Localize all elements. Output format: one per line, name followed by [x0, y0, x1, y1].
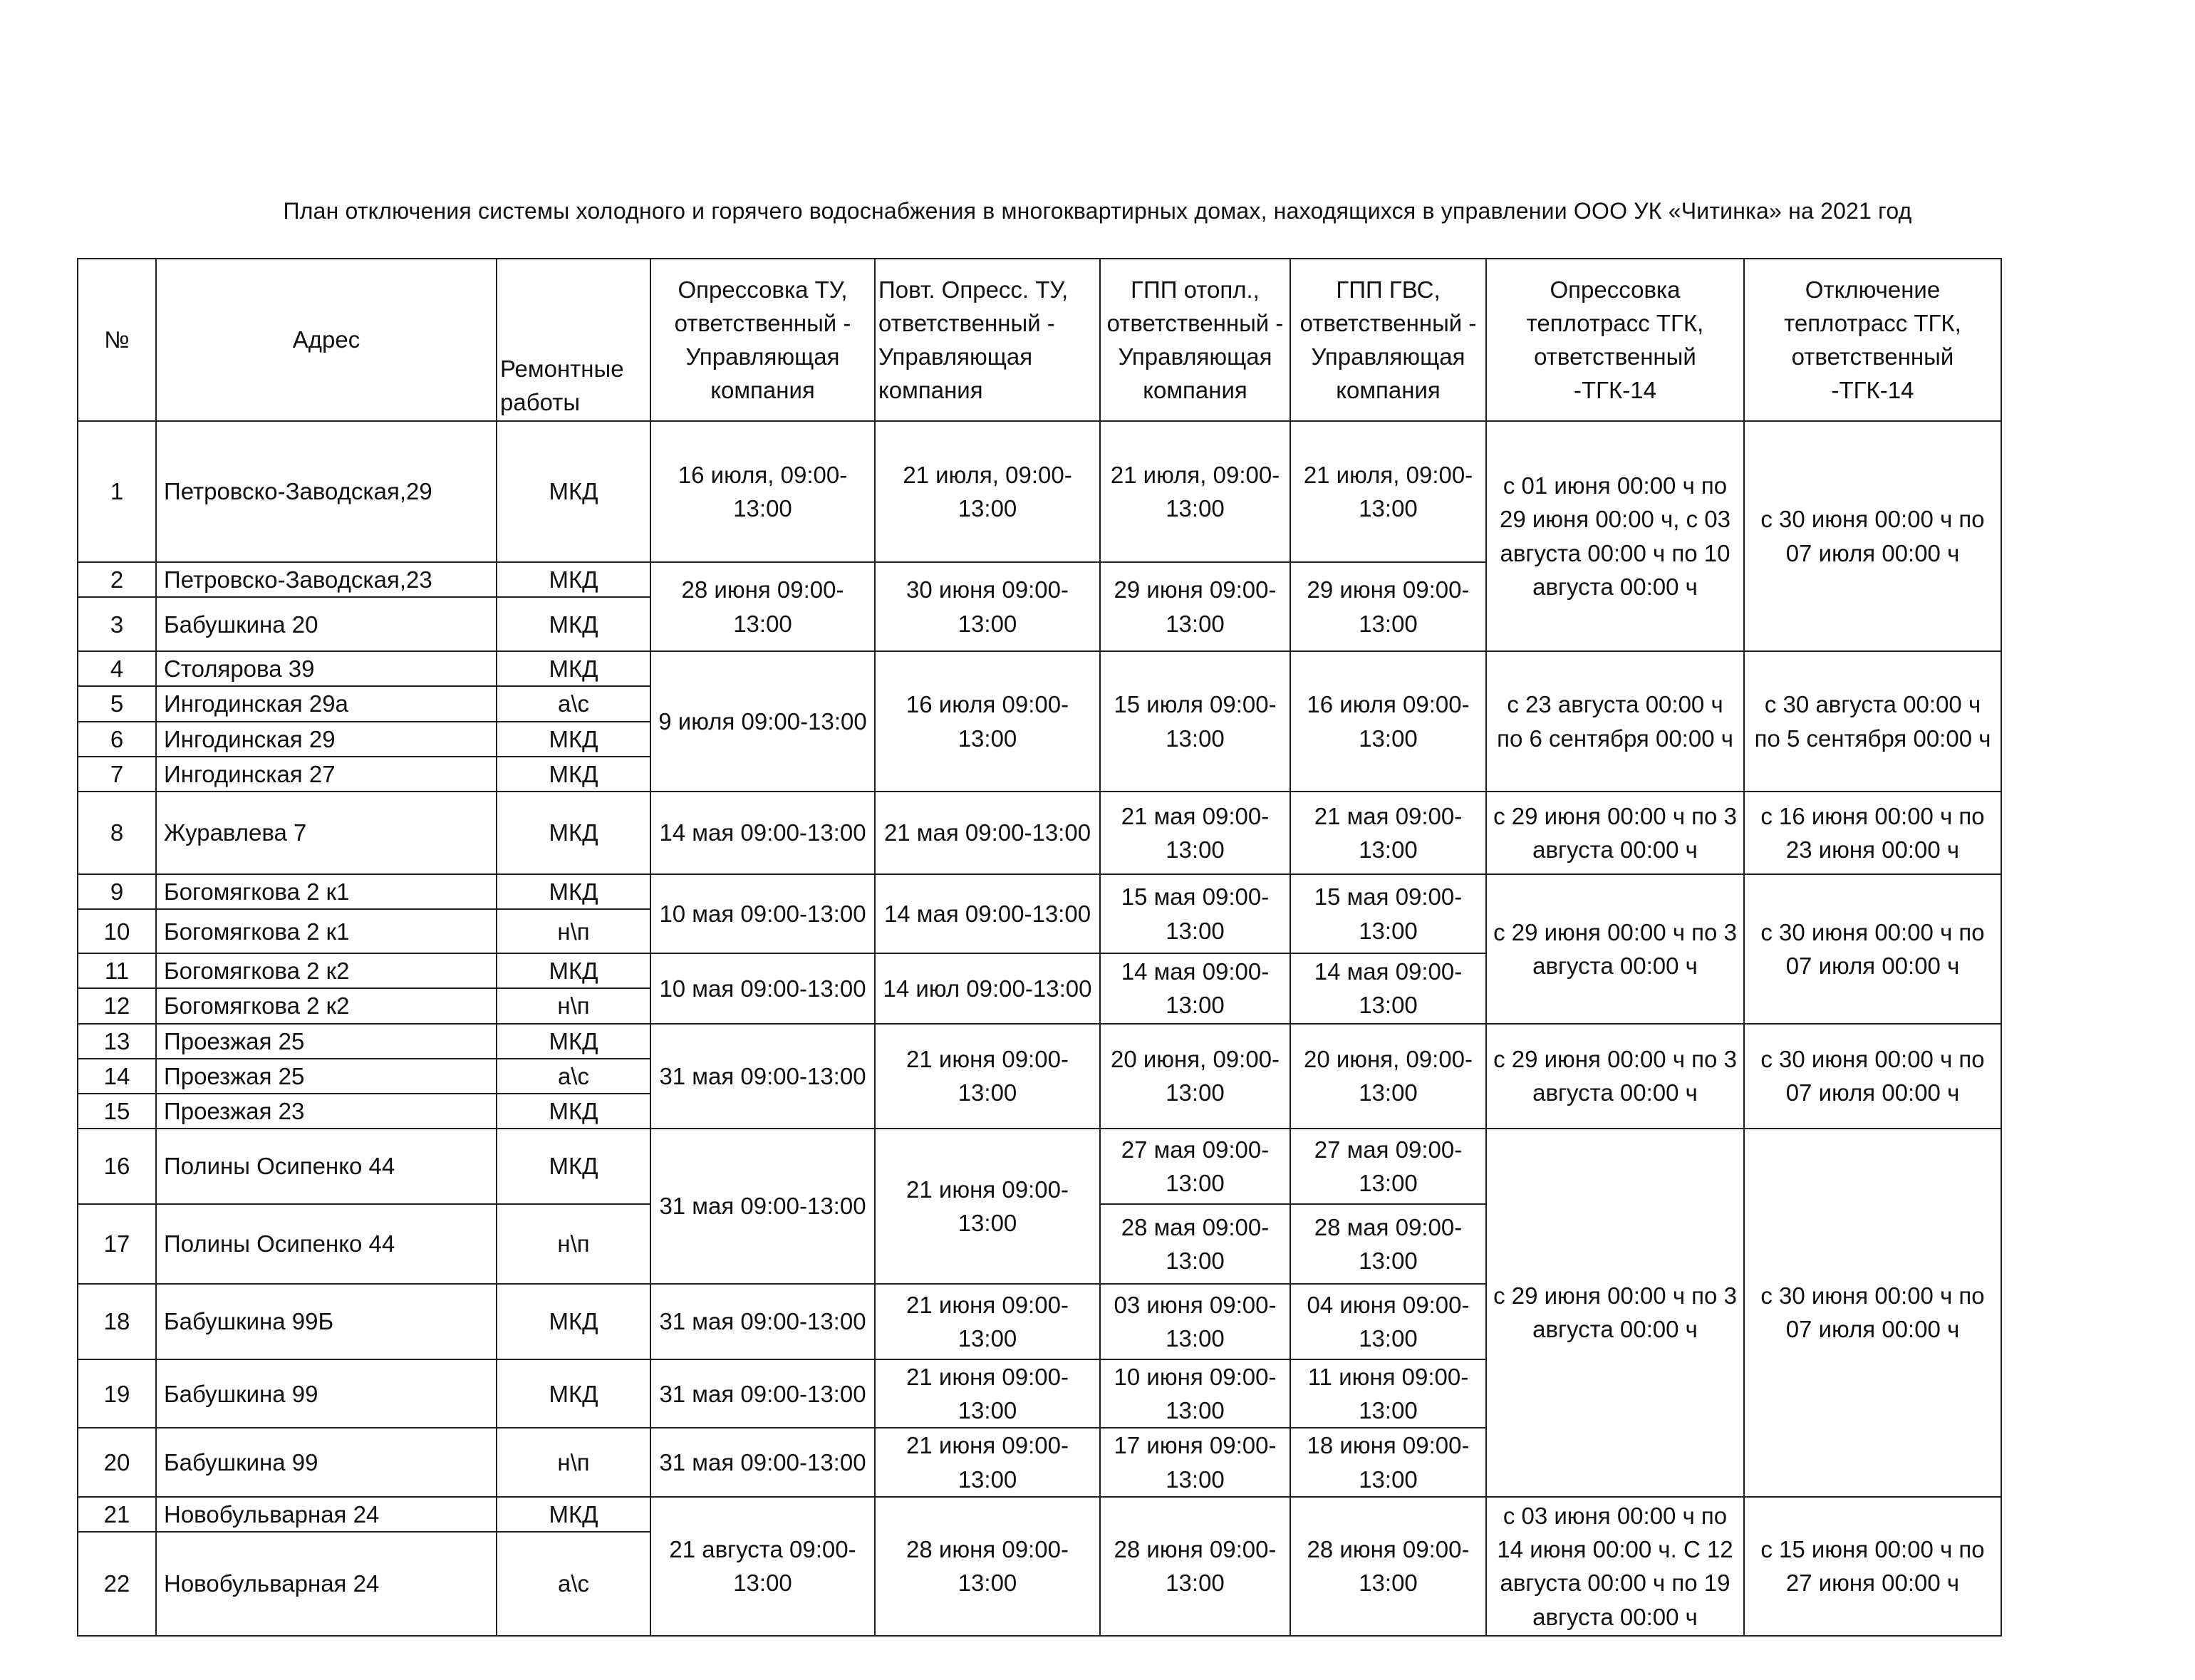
row-number: 15	[78, 1094, 156, 1129]
row-number: 17	[78, 1204, 156, 1284]
tgk-pressure-test-period: с 29 июня 00:00 ч по 3 августа 00:00 ч	[1486, 874, 1744, 1024]
pressure-test-date: 21 августа 09:00-13:00	[650, 1497, 875, 1636]
row-address: Петровско-Заводская,29	[156, 421, 497, 562]
pressure-test-date: 16 июля, 09:00-13:00	[650, 421, 875, 562]
gpp-hot-water-date: 29 июня 09:00-13:00	[1290, 562, 1486, 651]
tgk-pressure-test-period: с 29 июня 00:00 ч по 3 августа 00:00 ч	[1486, 792, 1744, 874]
row-work-type: МКД	[497, 1094, 650, 1129]
row-number: 14	[78, 1059, 156, 1094]
pressure-test-date: 31 мая 09:00-13:00	[650, 1024, 875, 1129]
table-row	[78, 1024, 2001, 1059]
pressure-test-date: 31 мая 09:00-13:00	[650, 1359, 875, 1428]
row-number: 4	[78, 651, 156, 686]
gpp-heating-date: 27 мая 09:00-13:00	[1100, 1129, 1290, 1204]
row-address: Полины Осипенко 44	[156, 1204, 497, 1284]
header-gpp-heating: ГПП отопл., ответственный - Управляющая компания	[1100, 259, 1290, 421]
tgk-shutdown-period: с 16 июня 00:00 ч по 23 июня 00:00 ч	[1744, 792, 2001, 874]
row-work-type: МКД	[497, 1284, 650, 1359]
row-address: Петровско-Заводская,23	[156, 562, 497, 597]
row-address: Журавлева 7	[156, 792, 497, 874]
gpp-hot-water-date: 15 мая 09:00-13:00	[1290, 874, 1486, 953]
tgk-shutdown-period: с 30 июня 00:00 ч по 07 июля 00:00 ч	[1744, 1129, 2001, 1497]
row-work-type: а\с	[497, 1532, 650, 1636]
page-title: План отключения системы холодного и горячего водоснабжения в многоквартирных домах, находящихся в управлении ООО УК «Читинка» на 2021 год	[283, 198, 1912, 224]
row-work-type: МКД	[497, 792, 650, 874]
row-address: Проезжая 25	[156, 1059, 497, 1094]
gpp-hot-water-date: 28 июня 09:00-13:00	[1290, 1497, 1486, 1636]
row-work-type: МКД	[497, 1359, 650, 1428]
pressure-test-date: 31 мая 09:00-13:00	[650, 1284, 875, 1359]
gpp-heating-date: 15 мая 09:00-13:00	[1100, 874, 1290, 953]
table-row	[78, 792, 2001, 874]
header-pressure-test: Опрессовка ТУ, ответственный - Управляющая компания	[650, 259, 875, 421]
row-address: Новобульварная 24	[156, 1497, 497, 1532]
row-number: 8	[78, 792, 156, 874]
gpp-heating-date: 10 июня 09:00-13:00	[1100, 1359, 1290, 1428]
gpp-hot-water-date: 20 июня, 09:00-13:00	[1290, 1024, 1486, 1129]
gpp-heating-date: 28 мая 09:00-13:00	[1100, 1204, 1290, 1284]
gpp-hot-water-date: 04 июня 09:00-13:00	[1290, 1284, 1486, 1359]
gpp-heating-date: 28 июня 09:00-13:00	[1100, 1497, 1290, 1636]
row-number: 21	[78, 1497, 156, 1532]
row-number: 12	[78, 988, 156, 1023]
row-address: Бабушкина 99	[156, 1428, 497, 1496]
row-address: Ингодинская 29а	[156, 686, 497, 721]
pressure-test-date: 31 мая 09:00-13:00	[650, 1428, 875, 1496]
row-address: Полины Осипенко 44	[156, 1129, 497, 1204]
row-work-type: а\с	[497, 1059, 650, 1094]
row-work-type: МКД	[497, 1024, 650, 1059]
row-work-type: МКД	[497, 757, 650, 792]
row-work-type: МКД	[497, 562, 650, 597]
row-number: 20	[78, 1428, 156, 1496]
pressure-test-date: 10 мая 09:00-13:00	[650, 953, 875, 1023]
header-row	[78, 259, 2001, 421]
row-work-type: н\п	[497, 988, 650, 1023]
table-row	[78, 874, 2001, 909]
pressure-test-date: 14 мая 09:00-13:00	[650, 792, 875, 874]
pressure-test-date: 28 июня 09:00-13:00	[650, 562, 875, 651]
gpp-heating-date: 03 июня 09:00-13:00	[1100, 1284, 1290, 1359]
tgk-pressure-test-period: с 29 июня 00:00 ч по 3 августа 00:00 ч	[1486, 1129, 1744, 1497]
gpp-hot-water-date: 14 мая 09:00-13:00	[1290, 953, 1486, 1023]
header-repair: Ремонтные работы	[497, 259, 650, 421]
gpp-heating-date: 29 июня 09:00-13:00	[1100, 562, 1290, 651]
header-gpp-hot-water: ГПП ГВС, ответственный - Управляющая компания	[1290, 259, 1486, 421]
tgk-shutdown-period: с 30 июня 00:00 ч по 07 июля 00:00 ч	[1744, 421, 2001, 651]
row-number: 22	[78, 1532, 156, 1636]
header-tgk-pressure-test: Опрессовка теплотрасс ТГК, ответственный -ТГК-14	[1486, 259, 1744, 421]
row-work-type: МКД	[497, 421, 650, 562]
tgk-pressure-test-period: с 01 июня 00:00 ч по 29 июня 00:00 ч, с 03 августа 00:00 ч по 10 августа 00:00 ч	[1486, 421, 1744, 651]
row-address: Богомягкова 2 к2	[156, 988, 497, 1023]
tgk-shutdown-period: с 30 июня 00:00 ч по 07 июля 00:00 ч	[1744, 1024, 2001, 1129]
row-address: Богомягкова 2 к1	[156, 874, 497, 909]
row-address: Проезжая 23	[156, 1094, 497, 1129]
table-row	[78, 1497, 2001, 1532]
row-number: 13	[78, 1024, 156, 1059]
repeat-pressure-test-date: 21 мая 09:00-13:00	[875, 792, 1100, 874]
tgk-pressure-test-period: с 29 июня 00:00 ч по 3 августа 00:00 ч	[1486, 1024, 1744, 1129]
header-num: №	[78, 259, 156, 421]
table-row	[78, 421, 2001, 562]
row-work-type: МКД	[497, 722, 650, 757]
row-number: 16	[78, 1129, 156, 1204]
gpp-heating-date: 20 июня, 09:00-13:00	[1100, 1024, 1290, 1129]
row-number: 10	[78, 909, 156, 953]
row-address: Богомягкова 2 к2	[156, 953, 497, 988]
repeat-pressure-test-date: 21 июня 09:00-13:00	[875, 1129, 1100, 1284]
header-tgk-shutdown: Отключение теплотрасс ТГК, ответственный -ТГК-14	[1744, 259, 2001, 421]
row-number: 5	[78, 686, 156, 721]
header-repeat-pressure-test: Повт. Опресс. ТУ, ответственный - Управляющая компания	[875, 259, 1100, 421]
tgk-shutdown-period: с 15 июня 00:00 ч по 27 июня 00:00 ч	[1744, 1497, 2001, 1636]
tgk-pressure-test-period: с 23 августа 00:00 ч по 6 сентября 00:00 ч	[1486, 651, 1744, 792]
row-number: 18	[78, 1284, 156, 1359]
pressure-test-date: 9 июля 09:00-13:00	[650, 651, 875, 792]
row-work-type: МКД	[497, 953, 650, 988]
row-address: Бабушкина 99	[156, 1359, 497, 1428]
gpp-heating-date: 21 июля, 09:00-13:00	[1100, 421, 1290, 562]
gpp-hot-water-date: 21 июля, 09:00-13:00	[1290, 421, 1486, 562]
repeat-pressure-test-date: 30 июня 09:00-13:00	[875, 562, 1100, 651]
row-work-type: н\п	[497, 1428, 650, 1496]
row-number: 19	[78, 1359, 156, 1428]
row-work-type: МКД	[497, 597, 650, 651]
header-address: Адрес	[156, 259, 497, 421]
row-number: 1	[78, 421, 156, 562]
table-row	[78, 651, 2001, 686]
row-address: Проезжая 25	[156, 1024, 497, 1059]
row-work-type: МКД	[497, 651, 650, 686]
repeat-pressure-test-date: 21 июня 09:00-13:00	[875, 1024, 1100, 1129]
gpp-hot-water-date: 11 июня 09:00-13:00	[1290, 1359, 1486, 1428]
gpp-hot-water-date: 28 мая 09:00-13:00	[1290, 1204, 1486, 1284]
tgk-shutdown-period: с 30 августа 00:00 ч по 5 сентября 00:00 ч	[1744, 651, 2001, 792]
table-row	[78, 1129, 2001, 1204]
row-work-type: МКД	[497, 1129, 650, 1204]
repeat-pressure-test-date: 14 мая 09:00-13:00	[875, 874, 1100, 953]
gpp-hot-water-date: 16 июля 09:00-13:00	[1290, 651, 1486, 792]
repeat-pressure-test-date: 21 июля, 09:00-13:00	[875, 421, 1100, 562]
tgk-pressure-test-period: с 03 июня 00:00 ч по 14 июня 00:00 ч. С 12 августа 00:00 ч по 19 августа 00:00 ч	[1486, 1497, 1744, 1636]
pressure-test-date: 31 мая 09:00-13:00	[650, 1129, 875, 1284]
outage-schedule-table	[77, 258, 2002, 1637]
row-address: Ингодинская 29	[156, 722, 497, 757]
pressure-test-date: 10 мая 09:00-13:00	[650, 874, 875, 953]
gpp-heating-date: 17 июня 09:00-13:00	[1100, 1428, 1290, 1496]
tgk-shutdown-period: с 30 июня 00:00 ч по 07 июля 00:00 ч	[1744, 874, 2001, 1024]
repeat-pressure-test-date: 21 июня 09:00-13:00	[875, 1428, 1100, 1496]
row-work-type: а\с	[497, 686, 650, 721]
row-number: 11	[78, 953, 156, 988]
row-address: Бабушкина 20	[156, 597, 497, 651]
row-number: 3	[78, 597, 156, 651]
row-work-type: н\п	[497, 909, 650, 953]
gpp-hot-water-date: 18 июня 09:00-13:00	[1290, 1428, 1486, 1496]
gpp-hot-water-date: 21 мая 09:00-13:00	[1290, 792, 1486, 874]
gpp-heating-date: 14 мая 09:00-13:00	[1100, 953, 1290, 1023]
row-number: 9	[78, 874, 156, 909]
row-number: 2	[78, 562, 156, 597]
repeat-pressure-test-date: 14 июл 09:00-13:00	[875, 953, 1100, 1023]
gpp-heating-date: 15 июля 09:00-13:00	[1100, 651, 1290, 792]
gpp-heating-date: 21 мая 09:00-13:00	[1100, 792, 1290, 874]
row-address: Новобульварная 24	[156, 1532, 497, 1636]
row-address: Ингодинская 27	[156, 757, 497, 792]
row-address: Столярова 39	[156, 651, 497, 686]
row-work-type: МКД	[497, 1497, 650, 1532]
repeat-pressure-test-date: 28 июня 09:00-13:00	[875, 1497, 1100, 1636]
repeat-pressure-test-date: 21 июня 09:00-13:00	[875, 1284, 1100, 1359]
row-number: 7	[78, 757, 156, 792]
repeat-pressure-test-date: 16 июля 09:00-13:00	[875, 651, 1100, 792]
row-work-type: МКД	[497, 874, 650, 909]
row-address: Богомягкова 2 к1	[156, 909, 497, 953]
row-work-type: н\п	[497, 1204, 650, 1284]
repeat-pressure-test-date: 21 июня 09:00-13:00	[875, 1359, 1100, 1428]
row-number: 6	[78, 722, 156, 757]
gpp-hot-water-date: 27 мая 09:00-13:00	[1290, 1129, 1486, 1204]
row-address: Бабушкина 99Б	[156, 1284, 497, 1359]
